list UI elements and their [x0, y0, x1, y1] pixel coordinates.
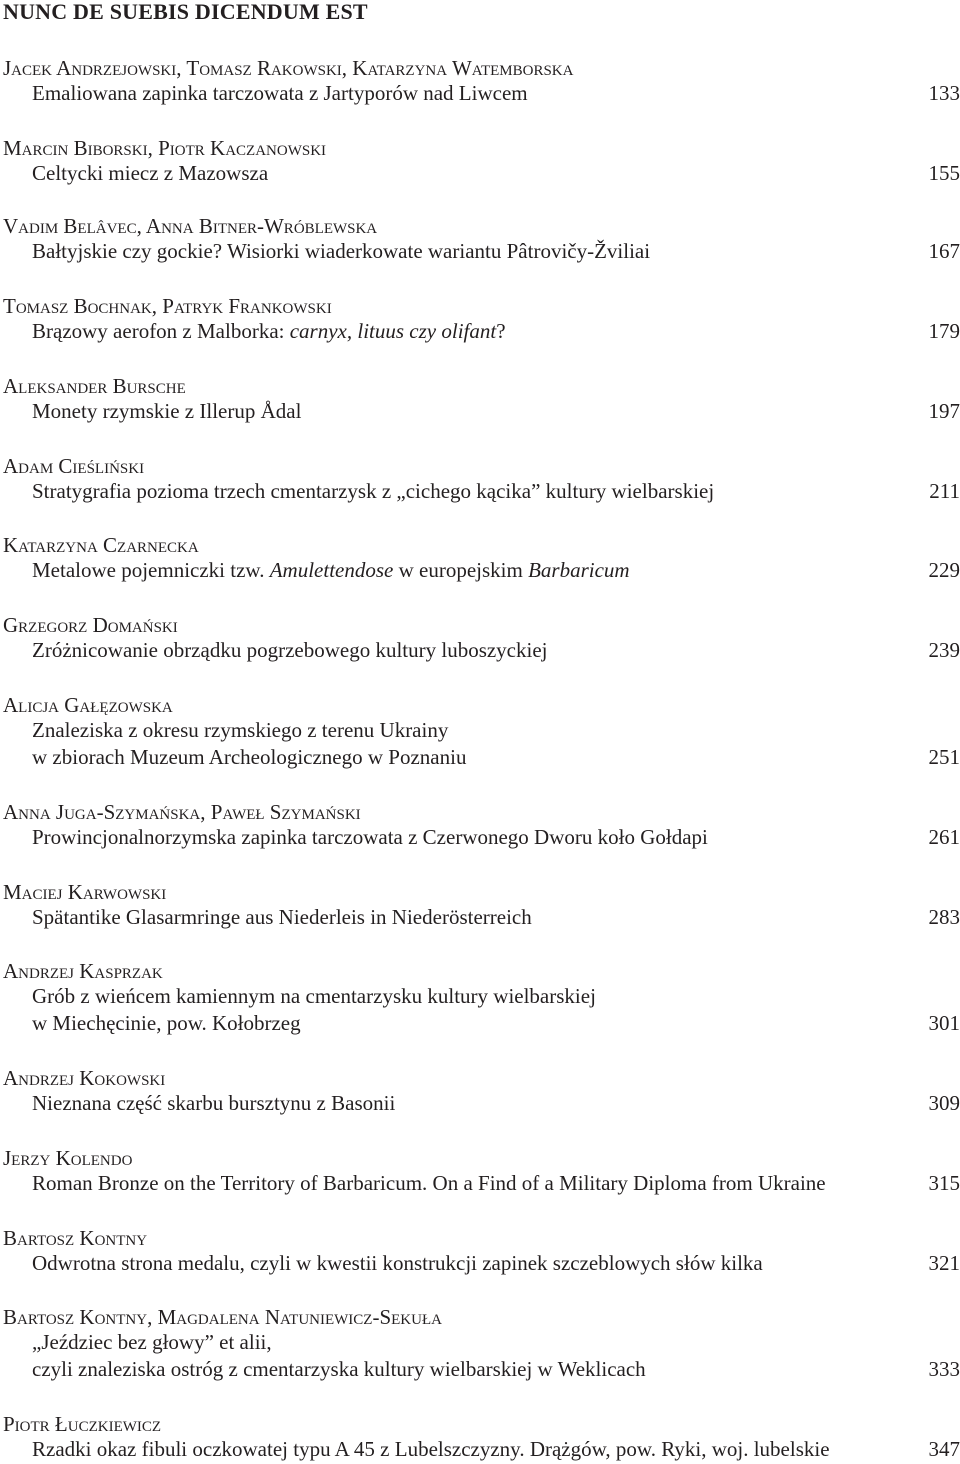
entry-title-line: Rzadki okaz fibuli oczkowatej typu A 45 z Lubelszczyzny. Drążgów, pow. Ryki, woj. lubelskie	[32, 1437, 830, 1461]
entry-title	[3, 160, 960, 187]
entry-title-line	[32, 557, 900, 584]
toc-entry	[3, 533, 960, 584]
entry-page-number: 347	[928, 1437, 960, 1461]
entry-title-line: Zróżnicowanie obrządku pogrzebowego kultury luboszyckiej	[32, 638, 548, 662]
entry-title-text: Metalowe pojemniczki tzw.	[32, 558, 270, 582]
entry-page-number: 333	[928, 1357, 960, 1381]
entry-title	[3, 557, 960, 584]
entry-page-number: 229	[928, 558, 960, 582]
entry-authors: Alicja Gałęzowska	[3, 693, 173, 717]
entry-title	[3, 824, 960, 851]
entry-authors: Anna Juga-Szymańska, Paweł Szymański	[3, 800, 361, 824]
entry-page-number: 261	[928, 825, 960, 849]
entry-authors: Marcin Biborski, Piotr Kaczanowski	[3, 136, 327, 160]
toc-entry	[3, 693, 960, 771]
entry-title	[3, 637, 960, 664]
entry-page-number: 309	[928, 1091, 960, 1115]
entry-title-line: Odwrotna strona medalu, czyli w kwestii konstrukcji zapinek szczeblowych słów kilka	[32, 1251, 763, 1275]
entry-title	[3, 1329, 960, 1383]
entry-title-text: Brązowy aerofon z Malborka:	[32, 319, 290, 343]
toc-entry	[3, 454, 960, 505]
entry-page-number: 251	[928, 745, 960, 769]
entry-title-line: Stratygrafia pozioma trzech cmentarzysk z „cichego kącika” kultury wielbarskiej	[32, 479, 715, 503]
entry-page-number: 155	[928, 161, 960, 185]
entry-authors: Vadim Belâvec, Anna Bitner-Wróblewska	[3, 214, 378, 238]
entry-authors: Grzegorz Domański	[3, 613, 178, 637]
entry-title-line: w Miechęcinie, pow. Kołobrzeg	[32, 1011, 301, 1035]
entry-title-line: „Jeździec bez głowy” et alii,	[32, 1330, 272, 1354]
toc-entry	[3, 880, 960, 931]
entry-title-line: Spätantike Glasarmringe aus Niederleis in Niederösterreich	[32, 905, 532, 929]
entry-page-number: 321	[928, 1251, 960, 1275]
entry-authors: Andrzej Kasprzak	[3, 959, 163, 983]
entry-title-line: Celtycki miecz z Mazowsza	[32, 161, 269, 185]
entry-title	[3, 80, 960, 107]
toc-entry	[3, 959, 960, 1037]
entry-title	[3, 1170, 960, 1197]
entry-title-line: Monety rzymskie z Illerup Ådal	[32, 399, 302, 423]
toc-entry	[3, 1305, 960, 1383]
entry-title	[3, 904, 960, 931]
toc-entry	[3, 374, 960, 425]
entry-title	[3, 1090, 960, 1117]
entry-title	[3, 1250, 960, 1277]
toc-entry	[3, 294, 960, 345]
entry-title-line: Roman Bronze on the Territory of Barbaricum. On a Find of a Military Diploma from Ukraine	[32, 1171, 826, 1195]
entry-authors: Andrzej Kokowski	[3, 1066, 166, 1090]
entry-title	[3, 238, 960, 265]
entry-page-number: 283	[928, 905, 960, 929]
entry-page-number: 179	[928, 319, 960, 343]
entry-title	[3, 398, 960, 425]
toc-entry	[3, 1412, 960, 1463]
entry-title-italic: Amulettendose	[269, 558, 394, 582]
entry-title	[3, 983, 960, 1037]
section-title: NUNC DE SUEBIS DICENDUM EST	[3, 0, 368, 24]
entry-authors: Bartosz Kontny, Magdalena Natuniewicz-Sekuła	[3, 1305, 442, 1329]
entry-page-number: 167	[928, 239, 960, 263]
entry-page-number: 315	[928, 1171, 960, 1195]
entry-page-number: 239	[928, 638, 960, 662]
entry-title	[3, 318, 960, 345]
entry-title-line: Nieznana część skarbu bursztynu z Basonii	[32, 1091, 396, 1115]
entry-title-line: Bałtyjskie czy gockie? Wisiorki wiaderkowate wariantu Pâtrovičy-Žviliai	[32, 239, 651, 263]
entry-page-number: 211	[929, 479, 960, 503]
entry-page-number: 197	[928, 399, 960, 423]
toc-entry	[3, 613, 960, 664]
entry-page-number: 133	[928, 81, 960, 105]
entry-title-italic: Barbaricum	[528, 558, 630, 582]
toc-entry	[3, 1146, 960, 1197]
toc-entry	[3, 1066, 960, 1117]
toc-entry	[3, 56, 960, 107]
entry-title-line: w zbiorach Muzeum Archeologicznego w Poznaniu	[32, 745, 467, 769]
entry-page-number: 301	[928, 1011, 960, 1035]
entry-authors: Maciej Karwowski	[3, 880, 167, 904]
toc-entry	[3, 214, 960, 265]
entry-title	[3, 717, 960, 771]
entry-title-italic: carnyx, lituus czy olifant	[289, 319, 497, 343]
entry-title-suffix: ?	[496, 319, 506, 343]
toc-entry	[3, 136, 960, 187]
entry-title-line: Prowincjonalnorzymska zapinka tarczowata z Czerwonego Dworu koło Gołdapi	[32, 825, 708, 849]
entry-authors: Aleksander Bursche	[3, 374, 186, 398]
entry-authors: Jacek Andrzejowski, Tomasz Rakowski, Katarzyna Watemborska	[3, 56, 574, 80]
entry-authors: Adam Cieśliński	[3, 454, 145, 478]
entry-authors: Bartosz Kontny	[3, 1226, 148, 1250]
entry-title-line: Grób z wieńcem kamiennym na cmentarzysku kultury wielbarskiej	[32, 984, 596, 1008]
entry-title-line: Emaliowana zapinka tarczowata z Jartyporów nad Liwcem	[32, 81, 528, 105]
entry-title-line	[32, 318, 900, 345]
entry-authors: Jerzy Kolendo	[3, 1146, 133, 1170]
entry-title-line: Znaleziska z okresu rzymskiego z terenu Ukrainy	[32, 718, 449, 742]
entry-title-line: czyli znaleziska ostróg z cmentarzyska kultury wielbarskiej w Weklicach	[32, 1357, 646, 1381]
entry-title	[3, 1436, 960, 1463]
entry-authors: Tomasz Bochnak, Patryk Frankowski	[3, 294, 332, 318]
entry-authors: Katarzyna Czarnecka	[3, 533, 199, 557]
entry-authors: Piotr Łuczkiewicz	[3, 1412, 162, 1436]
entry-title	[3, 478, 960, 505]
toc-entry	[3, 800, 960, 851]
toc-entry	[3, 1226, 960, 1277]
entry-title-text: w europejskim	[393, 558, 529, 582]
